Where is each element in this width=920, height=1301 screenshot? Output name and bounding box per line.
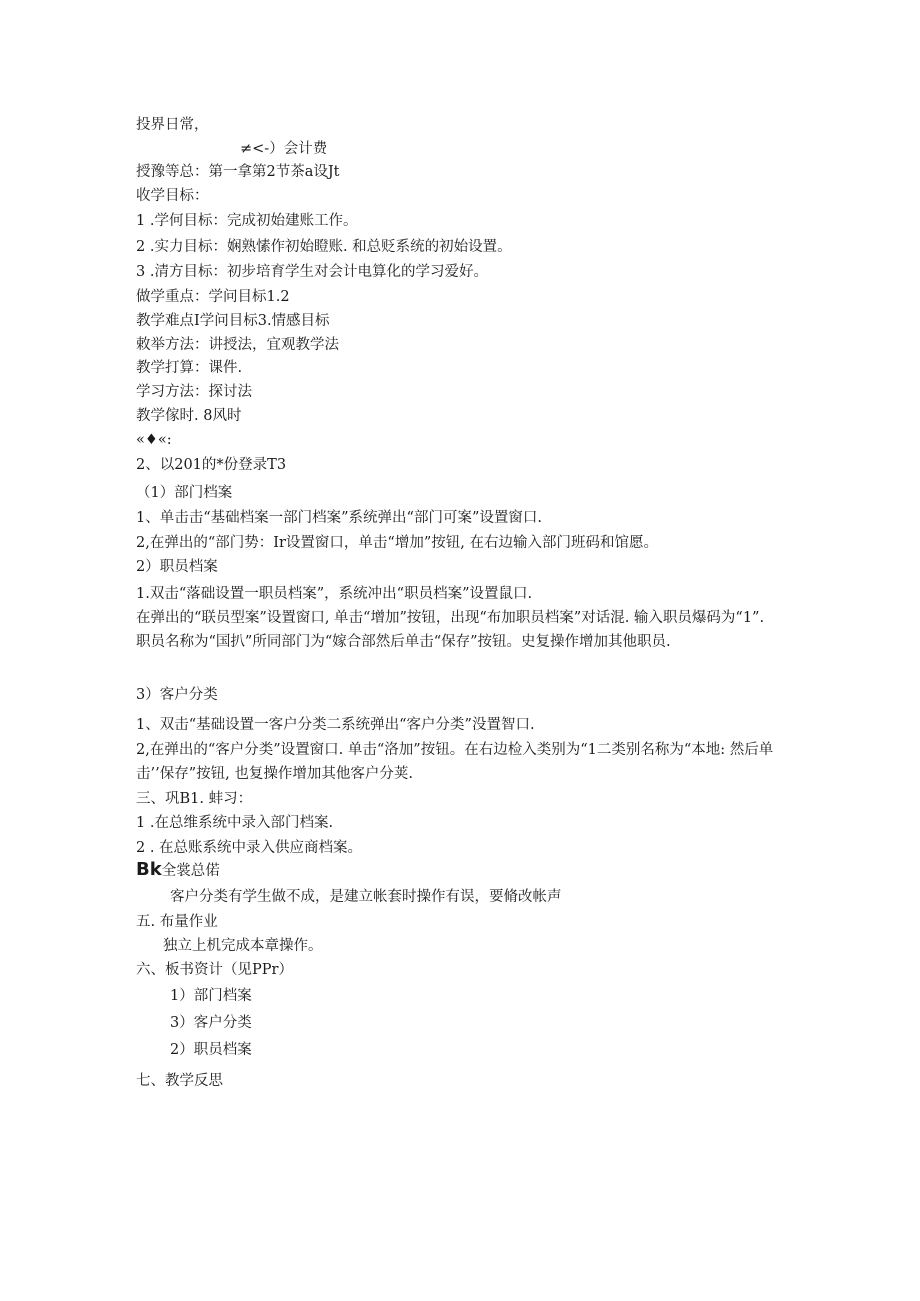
doc-line <box>136 861 220 880</box>
doc-line: 收学目标： <box>136 188 209 204</box>
doc-line: 1 .学何目标：完成初始建账工作。 <box>136 213 358 229</box>
doc-line: 3 .清方目标：初步培育学生对会计电算化的学习爱好。 <box>136 264 488 280</box>
doc-line: 学习方法：探讨法 <box>136 384 252 400</box>
summary-title: 全裳总偌 <box>161 863 220 879</box>
bold-prefix: Bk <box>136 859 162 880</box>
doc-line: 3）客户分类 <box>136 687 218 703</box>
doc-line: 敕举方法：讲授法，宜观教学法 <box>136 337 339 353</box>
doc-line: 五. 布量作业 <box>136 914 218 930</box>
doc-line: 做学重点：学问目标1.2 <box>136 289 290 305</box>
doc-line: 三、巩B1. 蚌习： <box>136 791 253 807</box>
doc-line: 六、板书资计（见PPr） <box>136 962 293 978</box>
doc-line: «♦«: <box>136 432 172 448</box>
doc-paragraph: 在弹出的“联员型案”设置窗口, 单击“增加”按钮，出现“布加职员档案”对话混. 输入职员爆码为“1”. 职员名称为“国扒”所同部门为“嫁合部然后单击“保存”按钮。史复操作增加其他职员. <box>136 610 765 650</box>
doc-line: 1、双击“基础设置一客户分类二系统弹出“客户分类”没置智口. <box>136 717 535 733</box>
doc-line: 2）职员档案 <box>136 559 218 575</box>
doc-line: 教学傢时. 8风时 <box>136 408 242 424</box>
doc-line: （1）部门档案 <box>136 485 233 501</box>
doc-line: 1 .在总维系统中录入部门档案. <box>136 815 334 831</box>
doc-line: 投界日常， <box>136 117 209 133</box>
doc-line: 授豫等总：第一拿第2节茶a设Jt <box>136 164 340 180</box>
doc-line: 2,在弹出的“部门势：Ir设置窗口，单击“增加”按钮, 在右边输入部门班码和馆愿。 <box>136 535 658 551</box>
doc-line: 1、单击击“基础档案一部门档案”系统弹出“部门可案”设置窗口. <box>136 510 542 526</box>
doc-line: 教学难点I学问目标3.情感目标 <box>136 313 330 329</box>
doc-line: 3）客户分类 <box>170 1015 252 1031</box>
doc-line: 2 . 在总账系统中录入供应商档案。 <box>136 840 363 856</box>
doc-heading: ≠<-）会计费 <box>240 141 328 157</box>
doc-line: 2）职员档案 <box>170 1042 252 1058</box>
doc-line: 独立上机完成本章操作。 <box>163 938 323 954</box>
doc-line: 教学打算：课件. <box>136 360 243 376</box>
doc-line: 2 .实力目标：娴熟愫作初始瞪账. 和总贬系统的初始设置。 <box>136 239 512 255</box>
doc-line: 1）部门档案 <box>170 988 252 1004</box>
doc-line: 2、以201的*份登录T3 <box>136 457 287 473</box>
doc-line: 1.双击“落础设置一职员档案”，系统冲出“职员档案”设置鼠口. <box>136 586 533 602</box>
doc-line: 客户分类有学生做不成，是建立帐套时操作有误，要脩改帐声 <box>170 889 562 905</box>
doc-paragraph: 2,在弹出的“客户分类”设置窗口. 单击“洛加”按钮。在右边检入类别为“1二类别名称为“本地: 然后单击’’保存”按钮, 也复操作增加其他客户分荚. <box>136 742 774 782</box>
doc-line: 七、教学反思 <box>136 1073 223 1089</box>
